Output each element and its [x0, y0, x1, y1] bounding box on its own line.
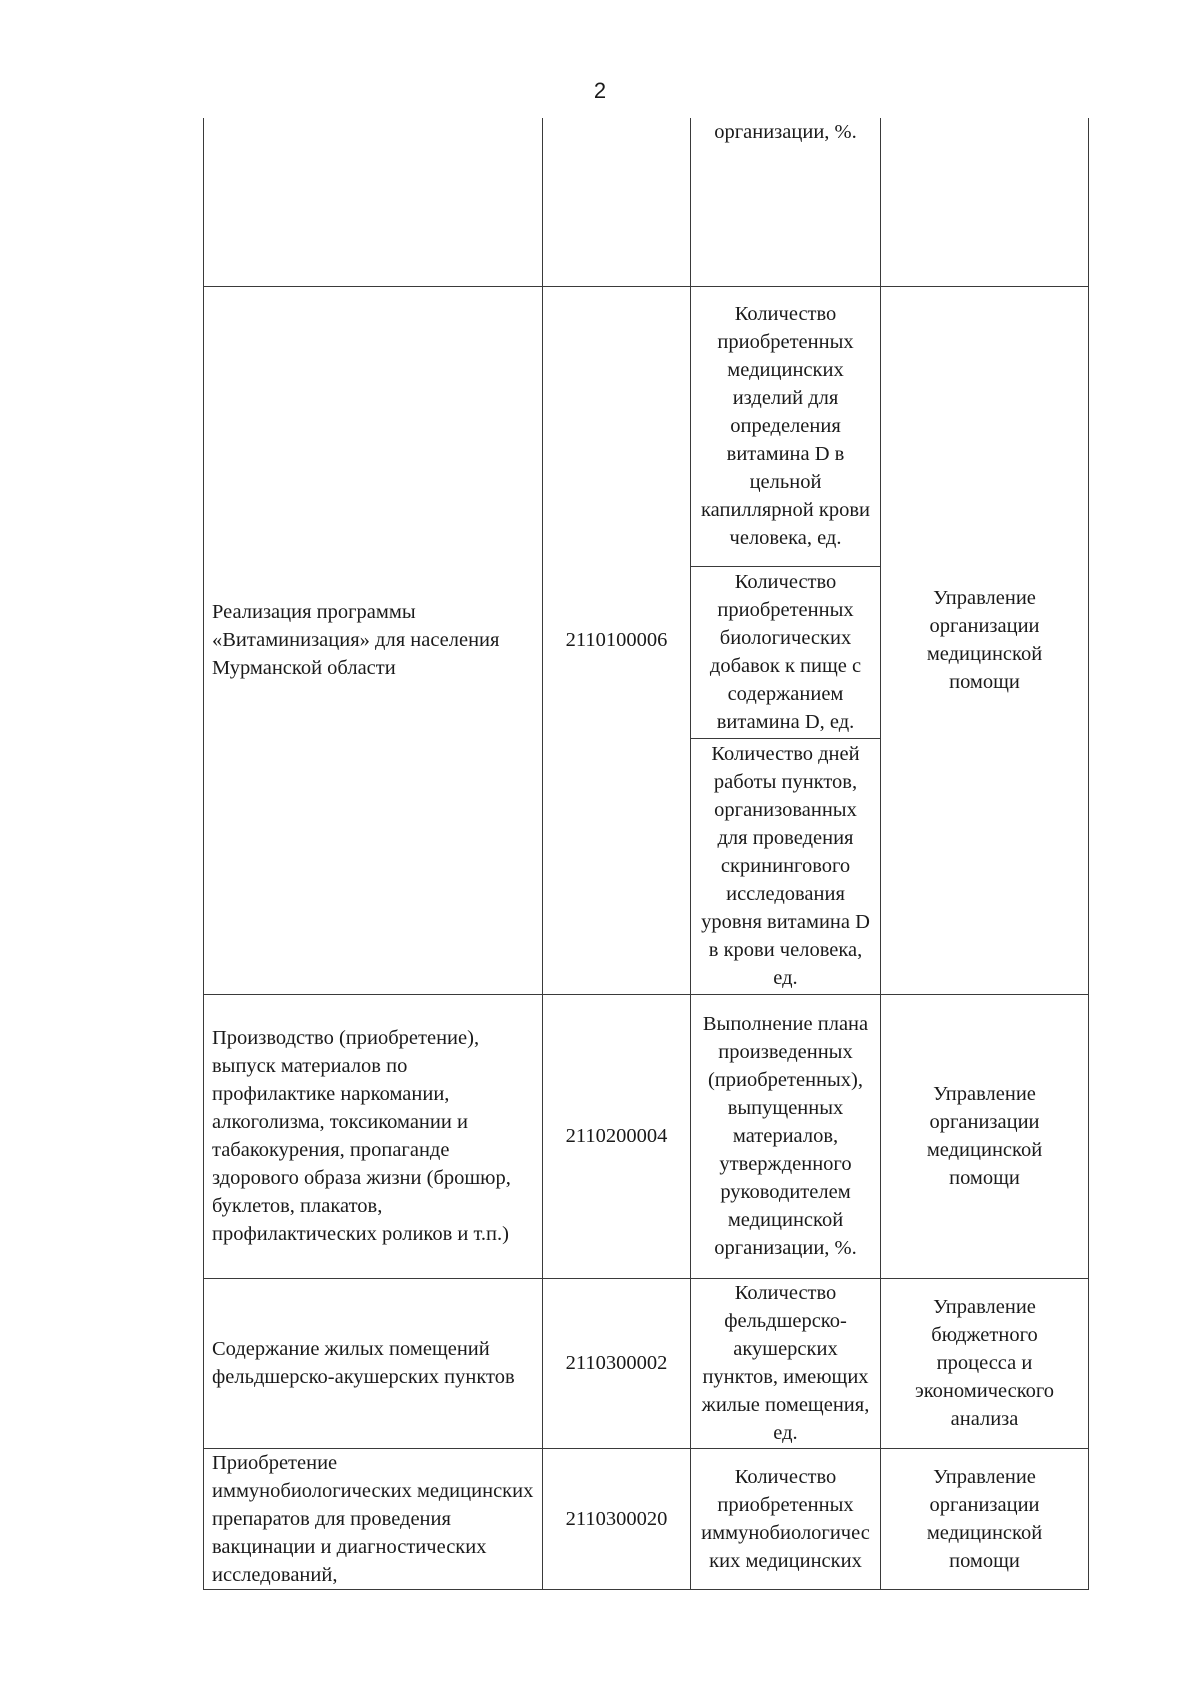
indicator-cell: Количество приобретенных иммунобиологических медицинских: [691, 1448, 881, 1589]
indicator-cell: организации, %.: [691, 118, 881, 286]
responsible-cell: Управление организации медицинской помощи: [881, 994, 1089, 1278]
measure-code-cell: [543, 118, 691, 286]
indicator-cell: Количество приобретенных биологических добавок к пище с содержанием витамина D, ед.: [691, 566, 881, 738]
measures-table: [203, 118, 1089, 1590]
measure-name-cell: Содержание жилых помещений фельдшерско-акушерских пунктов: [204, 1278, 543, 1448]
measure-code-cell: 2110300002: [543, 1278, 691, 1448]
measure-name-cell: [204, 118, 543, 286]
measure-code-cell: 2110200004: [543, 994, 691, 1278]
page-number: 2: [593, 78, 607, 103]
measure-name-cell: Приобретение иммунобиологических медицинских препаратов для проведения вакцинации и диагностических исследований,: [204, 1448, 543, 1589]
responsible-cell: Управление бюджетного процесса и экономического анализа: [881, 1278, 1089, 1448]
indicator-cell: Количество приобретенных медицинских изделий для определения витамина D в цельной капиллярной крови человека, ед.: [691, 286, 881, 566]
table-row: [204, 994, 1089, 1278]
indicator-cell: Количество фельдшерско-акушерских пунктов, имеющих жилые помещения, ед.: [691, 1278, 881, 1448]
table-row: [204, 286, 1089, 566]
responsible-cell: [881, 118, 1089, 286]
measure-name-cell: Производство (приобретение), выпуск материалов по профилактике наркомании, алкоголизма, токсикомании и табакокурения, пропаганде здорового образа жизни (брошюр, буклетов, плакатов, профилактических роликов и т.п.): [204, 994, 543, 1278]
indicator-cell: Количество дней работы пунктов, организованных для проведения скринингового исследования уровня витамина D в крови человека, ед.: [691, 738, 881, 994]
indicator-cell: Выполнение плана произведенных (приобретенных), выпущенных материалов, утвержденного руководителем медицинской организации, %.: [691, 994, 881, 1278]
measure-name-cell: Реализация программы «Витаминизация» для населения Мурманской области: [204, 286, 543, 994]
responsible-cell: Управление организации медицинской помощи: [881, 1448, 1089, 1589]
responsible-cell: Управление организации медицинской помощи: [881, 286, 1089, 994]
table-row: [204, 118, 1089, 286]
measure-code-cell: 2110100006: [543, 286, 691, 994]
table-row: [204, 1278, 1089, 1448]
measure-code-cell: 2110300020: [543, 1448, 691, 1589]
table-row: [204, 1448, 1089, 1589]
